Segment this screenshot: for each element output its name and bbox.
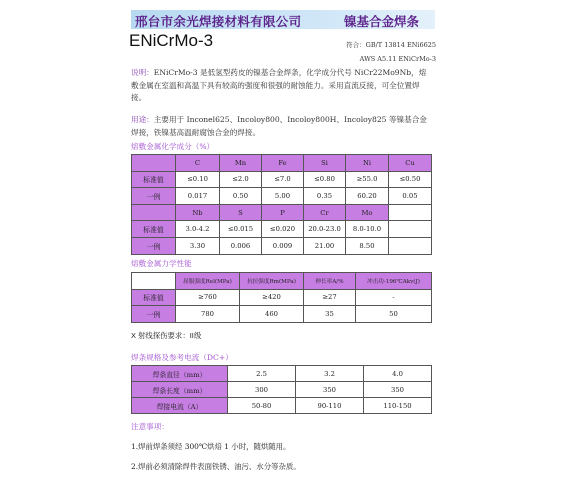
table-cell: 8.50 bbox=[346, 237, 389, 254]
table-cell: 350 bbox=[364, 382, 432, 398]
table-cell bbox=[389, 221, 432, 238]
table-cell: 5.00 bbox=[262, 188, 304, 205]
chem-header-cell: Nb bbox=[176, 204, 220, 221]
table-cell: 0.017 bbox=[176, 188, 220, 205]
table-cell: 0.006 bbox=[220, 237, 262, 254]
description-label: 说明： bbox=[131, 68, 154, 77]
table-row bbox=[132, 366, 432, 382]
table-row bbox=[132, 306, 432, 323]
table-cell: 0.009 bbox=[262, 237, 304, 254]
standard-gb: 符合：GB/T 13814 ENi6625 bbox=[346, 41, 436, 49]
row-label: 一例 bbox=[132, 306, 176, 323]
table-row bbox=[132, 221, 432, 238]
description-paragraph bbox=[131, 67, 431, 105]
table-cell: ≤2.0 bbox=[220, 171, 262, 188]
table-cell: ≥55.0 bbox=[346, 171, 389, 188]
mechanical-header-row bbox=[132, 273, 432, 290]
usage-text: 主要用于 Inconel625、Incoloy800、Incoloy800H、Incoloy825 等镍基合金焊接，铁镍基高温耐腐蚀合金的焊接。 bbox=[131, 115, 427, 137]
chem-header-cell: C bbox=[176, 155, 220, 172]
row-label: 焊条直径（mm） bbox=[132, 366, 228, 382]
table-cell: ≥420 bbox=[240, 289, 304, 306]
table-cell: 35 bbox=[304, 306, 356, 323]
table-cell: 0.35 bbox=[304, 188, 346, 205]
mechanical-title: 熔敷金属力学性能 bbox=[131, 259, 192, 268]
notes-title: 注意事项： bbox=[131, 422, 169, 431]
table-cell: 3.0-4.2 bbox=[176, 221, 220, 238]
table-cell: ≤0.80 bbox=[304, 171, 346, 188]
table-cell: 780 bbox=[176, 306, 240, 323]
chem-header-cell: Cr bbox=[304, 204, 346, 221]
product-code: ENiCrMo-3 bbox=[129, 31, 214, 50]
usage-label: 用途： bbox=[131, 115, 154, 124]
company-name: 邢台市余光焊接材料有限公司 bbox=[135, 14, 302, 29]
row-label: 焊接电流（A） bbox=[132, 398, 228, 414]
datasheet-page bbox=[126, 8, 442, 478]
table-cell: - bbox=[356, 289, 432, 306]
row-label: 焊条长度（mm） bbox=[132, 382, 228, 398]
row-label: 一例 bbox=[132, 188, 176, 205]
table-cell: 0.05 bbox=[389, 188, 432, 205]
table-cell: 20.0-23.0 bbox=[304, 221, 346, 238]
table-cell: ≤0.020 bbox=[262, 221, 304, 238]
row-label: 标准值 bbox=[132, 221, 176, 238]
table-cell: 8.0-10.0 bbox=[346, 221, 389, 238]
table-row bbox=[132, 237, 432, 254]
standard-aws: AWS A5.11 ENiCrMo-3 bbox=[359, 55, 436, 63]
chem-header-cell: P bbox=[262, 204, 304, 221]
mechanical-table bbox=[131, 272, 432, 323]
current-table bbox=[131, 365, 432, 414]
table-row bbox=[132, 188, 432, 205]
mech-header-cell: 抗拉强度Rm(MPa) bbox=[240, 273, 304, 290]
note-item-2: 2.焊前必须清除焊件表面铁锈、油污、水分等杂质。 bbox=[131, 462, 301, 471]
table-row bbox=[132, 171, 432, 188]
row-label: 标准值 bbox=[132, 289, 176, 306]
table-cell bbox=[389, 237, 432, 254]
xray-requirement: X 射线探伤要求：II级 bbox=[131, 331, 202, 340]
chem-header-cell bbox=[132, 204, 176, 221]
mech-header-cell bbox=[132, 273, 176, 290]
mech-header-cell: 伸长率A/% bbox=[304, 273, 356, 290]
mech-header-cell: 冲击功-196℃Akv(J) bbox=[356, 273, 432, 290]
mech-header-cell: 屈服强度Rel(MPa) bbox=[176, 273, 240, 290]
chemistry-header-row-2 bbox=[132, 204, 432, 221]
table-row bbox=[132, 398, 432, 414]
table-cell: 50-80 bbox=[228, 398, 296, 414]
chem-header-cell: Mn bbox=[220, 155, 262, 172]
table-cell: 460 bbox=[240, 306, 304, 323]
table-cell: ≤0.015 bbox=[220, 221, 262, 238]
table-cell: 300 bbox=[228, 382, 296, 398]
chem-header-cell: Mo bbox=[346, 204, 389, 221]
table-cell: 3.2 bbox=[296, 366, 364, 382]
current-title: 焊条规格及参考电流（DC+） bbox=[131, 353, 233, 362]
table-cell: ≤0.10 bbox=[176, 171, 220, 188]
table-cell: ≤7.0 bbox=[262, 171, 304, 188]
table-cell: ≥760 bbox=[176, 289, 240, 306]
table-cell: 2.5 bbox=[228, 366, 296, 382]
table-cell: 4.0 bbox=[364, 366, 432, 382]
description-text: ENiCrMo-3 是低氢型药皮的镍基合金焊条，化学成分代号 NiCr22Mo9Nb，熔敷金属在室温和高温下具有较高的强度和很强的耐蚀能力。采用直流反接，可全位置焊接。 bbox=[131, 68, 427, 103]
chem-header-cell: Ni bbox=[346, 155, 389, 172]
chem-header-cell: Fe bbox=[262, 155, 304, 172]
table-cell: 90-110 bbox=[296, 398, 364, 414]
product-category: 镍基合金焊条 bbox=[344, 14, 420, 29]
chem-header-cell bbox=[389, 204, 432, 221]
row-label: 标准值 bbox=[132, 171, 176, 188]
table-cell: 110-150 bbox=[364, 398, 432, 414]
chemistry-title: 熔敷金属化学成分（%） bbox=[131, 142, 215, 151]
chemistry-table bbox=[131, 154, 432, 255]
table-row bbox=[132, 289, 432, 306]
table-row bbox=[132, 382, 432, 398]
table-cell: 0.50 bbox=[220, 188, 262, 205]
table-cell: 350 bbox=[296, 382, 364, 398]
chem-header-cell bbox=[132, 155, 176, 172]
table-cell: 60.20 bbox=[346, 188, 389, 205]
row-label: 一例 bbox=[132, 237, 176, 254]
chem-header-cell: Cu bbox=[389, 155, 432, 172]
chem-header-cell: S bbox=[220, 204, 262, 221]
usage-paragraph bbox=[131, 114, 431, 139]
table-cell: 50 bbox=[356, 306, 432, 323]
table-cell: 3.30 bbox=[176, 237, 220, 254]
table-cell: ≥27 bbox=[304, 289, 356, 306]
note-item-1: 1.焊前焊条须经 300℃烘焙 1 小时，随烘随用。 bbox=[131, 442, 291, 451]
chem-header-cell: Si bbox=[304, 155, 346, 172]
table-cell: ≤0.50 bbox=[389, 171, 432, 188]
chemistry-header-row-1 bbox=[132, 155, 432, 172]
table-cell: 21.00 bbox=[304, 237, 346, 254]
